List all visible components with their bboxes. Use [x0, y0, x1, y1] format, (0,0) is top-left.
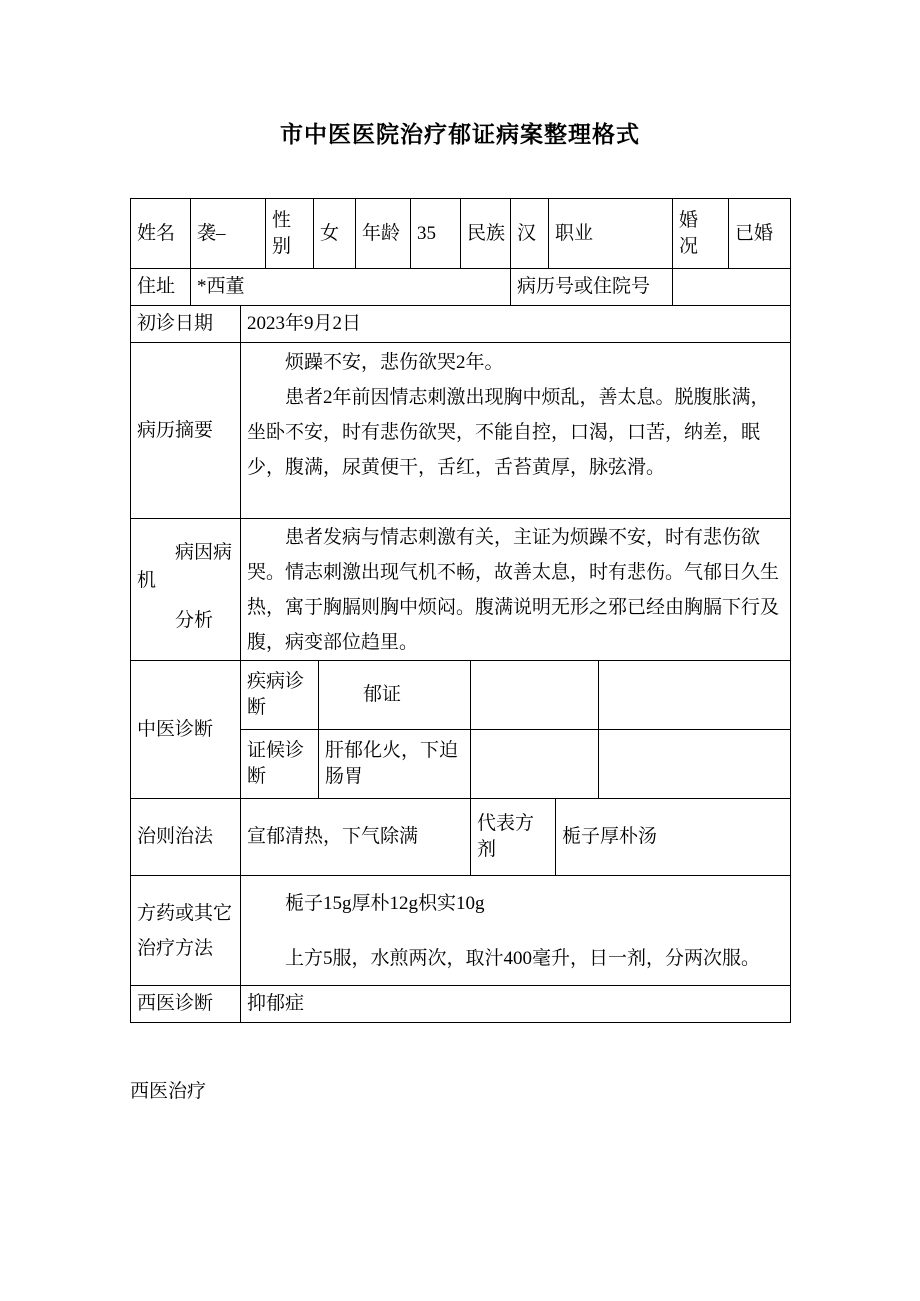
name-value: 袭–	[191, 199, 266, 269]
prescription-line-2: 上方5服，水煎两次，取汁400毫升，日一剂，分两次服。	[285, 948, 761, 969]
disease-diagnosis-empty-1	[471, 661, 599, 730]
tcm-diagnosis-label: 中医诊断	[131, 661, 241, 799]
page-title: 市中医医院治疗郁证病案整理格式	[280, 122, 640, 147]
formula-label: 代表方剂	[471, 799, 556, 876]
first-visit-value: 2023年9月2日	[241, 306, 791, 343]
pathogenesis-label-line2: 分析	[175, 610, 214, 631]
western-treatment-label: 西医治疗	[130, 1081, 207, 1102]
age-label: 年龄	[356, 199, 411, 269]
prescription-label: 方药或其它治疗方法	[131, 876, 241, 986]
first-visit-label: 初诊日期	[131, 306, 241, 343]
tcm-diagnosis-subgrid	[241, 661, 791, 799]
pathogenesis-content-cell	[241, 519, 791, 661]
disease-diagnosis-empty-2	[599, 661, 791, 730]
summary-content	[241, 343, 791, 519]
gender-value: 女	[314, 199, 356, 269]
summary-label: 病历摘要	[131, 343, 241, 519]
medical-record-table	[130, 198, 791, 1023]
ethnicity-label: 民族	[461, 199, 511, 269]
record-number-label: 病历号或住院号	[511, 269, 673, 306]
occupation-label: 职业	[549, 199, 673, 269]
row-pathogenesis	[131, 519, 791, 661]
western-diagnosis-value: 抑郁症	[241, 986, 791, 1023]
syndrome-diagnosis-empty-2	[599, 730, 791, 799]
row-address	[131, 269, 791, 306]
syndrome-diagnosis-label: 证候诊断	[241, 730, 319, 799]
syndrome-diagnosis-empty-1	[471, 730, 599, 799]
name-label: 姓名	[131, 199, 191, 269]
treatment-label: 治则治法	[131, 799, 241, 876]
marital-label: 婚况	[679, 209, 699, 257]
prescription-line-1: 栀子15g厚朴12g枳实10g	[285, 893, 485, 914]
address-value: *西董	[191, 269, 511, 306]
row-treatment	[131, 799, 791, 876]
row-basic-info	[131, 199, 791, 269]
row-western-diagnosis	[131, 986, 791, 1023]
row-summary	[131, 343, 791, 519]
marital-label-cell	[673, 199, 729, 269]
marital-value: 已婚	[729, 199, 791, 269]
address-label: 住址	[131, 269, 191, 306]
syndrome-diagnosis-value: 肝郁化火，下迫肠胃	[319, 730, 471, 799]
disease-diagnosis-row	[241, 661, 791, 730]
row-first-visit	[131, 306, 791, 343]
record-number-value	[673, 269, 791, 306]
row-tcm-diagnosis	[131, 661, 791, 799]
summary-paragraph-2: 患者2年前因情志刺激出现胸中烦乱，善太息。脱腹胀满，坐卧不安，时有悲伤欲哭，不能自控，口渴，口苦，纳差，眠少，腹满，尿黄便干，舌红，舌苔黄厚，脉弦滑。	[247, 387, 770, 478]
age-value: 35	[411, 199, 461, 269]
row-prescription	[131, 876, 791, 986]
gender-label: 性别	[272, 209, 292, 257]
disease-diagnosis-label: 疾病诊断	[241, 661, 319, 730]
prescription-content	[241, 876, 791, 986]
ethnicity-value: 汉	[511, 199, 549, 269]
disease-diagnosis-value: 郁证	[319, 661, 471, 730]
gender-label-cell	[266, 199, 314, 269]
treatment-value: 宣郁清热，下气除满	[241, 799, 471, 876]
pathogenesis-content: 患者发病与情志刺激有关，主证为烦躁不安，时有悲伤欲哭。情志刺激出现气机不畅，故善太息，时有悲伤。气郁日久生热，寓于胸膈则胸中烦闷。腹满说明无形之邪已经由胸膈下行及腹，病变部位趋里。	[247, 527, 780, 653]
syndrome-diagnosis-row	[241, 730, 791, 799]
pathogenesis-label-line1: 病因病机	[137, 542, 233, 591]
pathogenesis-label	[131, 519, 241, 661]
summary-paragraph-1: 烦躁不安，悲伤欲哭2年。	[285, 352, 504, 373]
western-diagnosis-label: 西医诊断	[131, 986, 241, 1023]
formula-value: 栀子厚朴汤	[556, 799, 791, 876]
